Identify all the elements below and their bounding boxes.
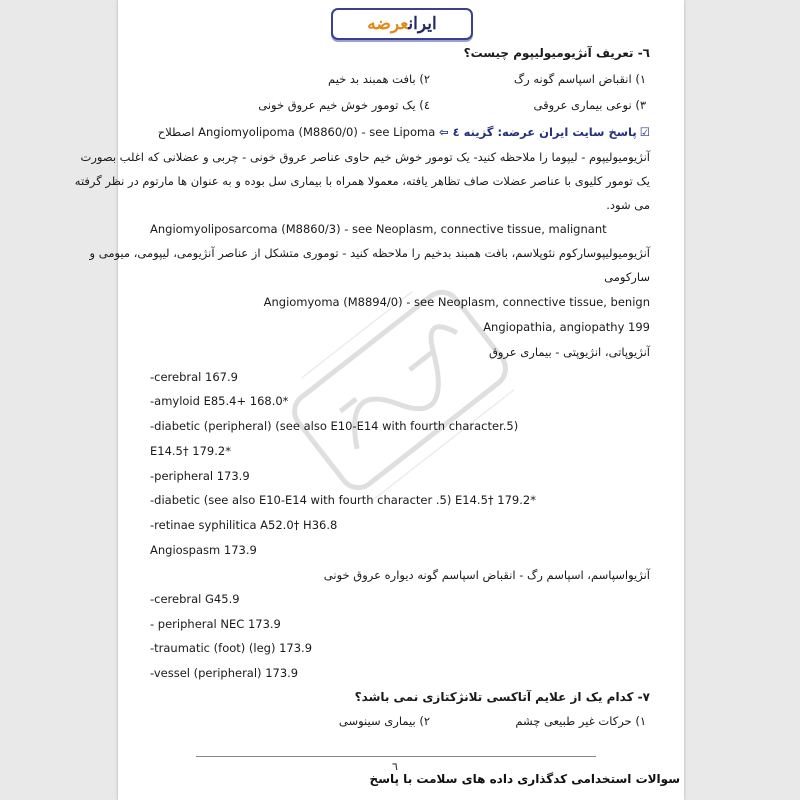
- entry-angiopathia: Angiopathia, angiopathy 199: [483, 320, 650, 334]
- paragraph-2-line-1: آنژیومیولیپوسارکوم نئوپلاسم، بافت همبند بدخیم را ملاحظه کنید - توموری متشکل از عناصر آنژیومی، لیپومی، میومی و: [89, 246, 650, 260]
- answer-suffix: اصطلاح: [157, 125, 195, 139]
- page-number: ٦: [392, 760, 398, 773]
- logo-text: ایرانعرضه: [367, 14, 437, 34]
- entry-diabetic-peripheral: -diabetic (peripheral) (see also E10-E14 with fourth character.5): [150, 419, 519, 433]
- q6-option-2: ٢) بافت همبند بد خیم: [328, 72, 430, 86]
- entry-diabetic: -diabetic (see also E10-E14 with fourth character .5) E14.5† 179.2*: [150, 493, 536, 507]
- checkbox-icon: ☑: [639, 125, 650, 139]
- entry-peripheral-nec: - peripheral NEC 173.9: [150, 617, 281, 631]
- entry-traumatic: -traumatic (foot) (leg) 173.9: [150, 641, 313, 655]
- paragraph-1-line-2: یک تومور کلیوی با عناصر عضلات صاف تظاهر یافته، معمولا همراه با بیماری سل بوده و به عنوان ها مارتوم در نظر گرفته: [74, 174, 650, 188]
- entry-cerebral: -cerebral 167.9: [150, 370, 238, 384]
- footer-title: سوالات استخدامی کدگذاری داده های سلامت با پاسخ: [369, 772, 680, 786]
- paragraph-2-line-2: سارکومی: [604, 270, 650, 284]
- q7-option-2: ٢) بیماری سینوسی: [338, 714, 430, 728]
- answer-line: [150, 124, 650, 140]
- q6-option-3: ٣) نوعی بیماری عروقی: [533, 98, 646, 112]
- entry-peripheral: -peripheral 173.9: [150, 469, 250, 483]
- entry-e14: E14.5† 179.2*: [150, 444, 231, 458]
- q7-option-1: ١) حرکات غیر طبیعی چشم: [515, 714, 646, 728]
- footer-divider: [196, 756, 596, 757]
- entry-angiospasm: Angiospasm 173.9: [150, 543, 257, 557]
- entry-amyloid: -amyloid E85.4+ 168.0*: [150, 394, 289, 408]
- paragraph-1-line-3: می شود.: [606, 198, 650, 212]
- q6-option-1: ١) انقباض اسپاسم گونه رگ: [513, 72, 646, 86]
- entry-vessel: -vessel (peripheral) 173.9: [150, 666, 299, 680]
- entry-retinae: -retinae syphilitica A52.0† H36.8: [150, 518, 338, 532]
- answer-term: Angiomyolipoma (M8860/0) - see Lipoma: [198, 125, 436, 139]
- question-7-title: ٧- کدام یک از علایم آتاکسی تلانژکتازی نمی باشد؟: [354, 690, 650, 704]
- site-logo: [331, 8, 473, 40]
- paragraph-1-line-1: آنژیومیولیپوم - لیپوما را ملاحظه کنید- یک تومور خوش خیم حاوی عناصر عروق خونی - چربی و عضلانی که اغلب بصورت: [80, 150, 650, 164]
- entry-angiomyoliposarcoma: Angiomyoliposarcoma (M8860/3) - see Neoplasm, connective tissue, malignant: [150, 222, 607, 236]
- entry-angiomyoma: Angiomyoma (M8894/0) - see Neoplasm, connective tissue, benign: [263, 295, 650, 309]
- paragraph-4: آنژیواسپاسم، اسپاسم رگ - انقباض اسپاسم گونه دیواره عروق خونی: [323, 568, 650, 582]
- question-6-title: ٦- تعریف آنژیومیولیپوم چیست؟: [463, 46, 650, 60]
- entry-cerebral-g45: -cerebral G45.9: [150, 592, 240, 606]
- q6-option-4: ٤) یک تومور خوش خیم عروق خونی: [258, 98, 430, 112]
- answer-label: پاسخ سایت ایران عرضه: گزینه ٤ ⇦: [438, 125, 637, 139]
- paragraph-3: آنژیوپاتی، انژیوپتی - بیماری عروق: [488, 345, 650, 359]
